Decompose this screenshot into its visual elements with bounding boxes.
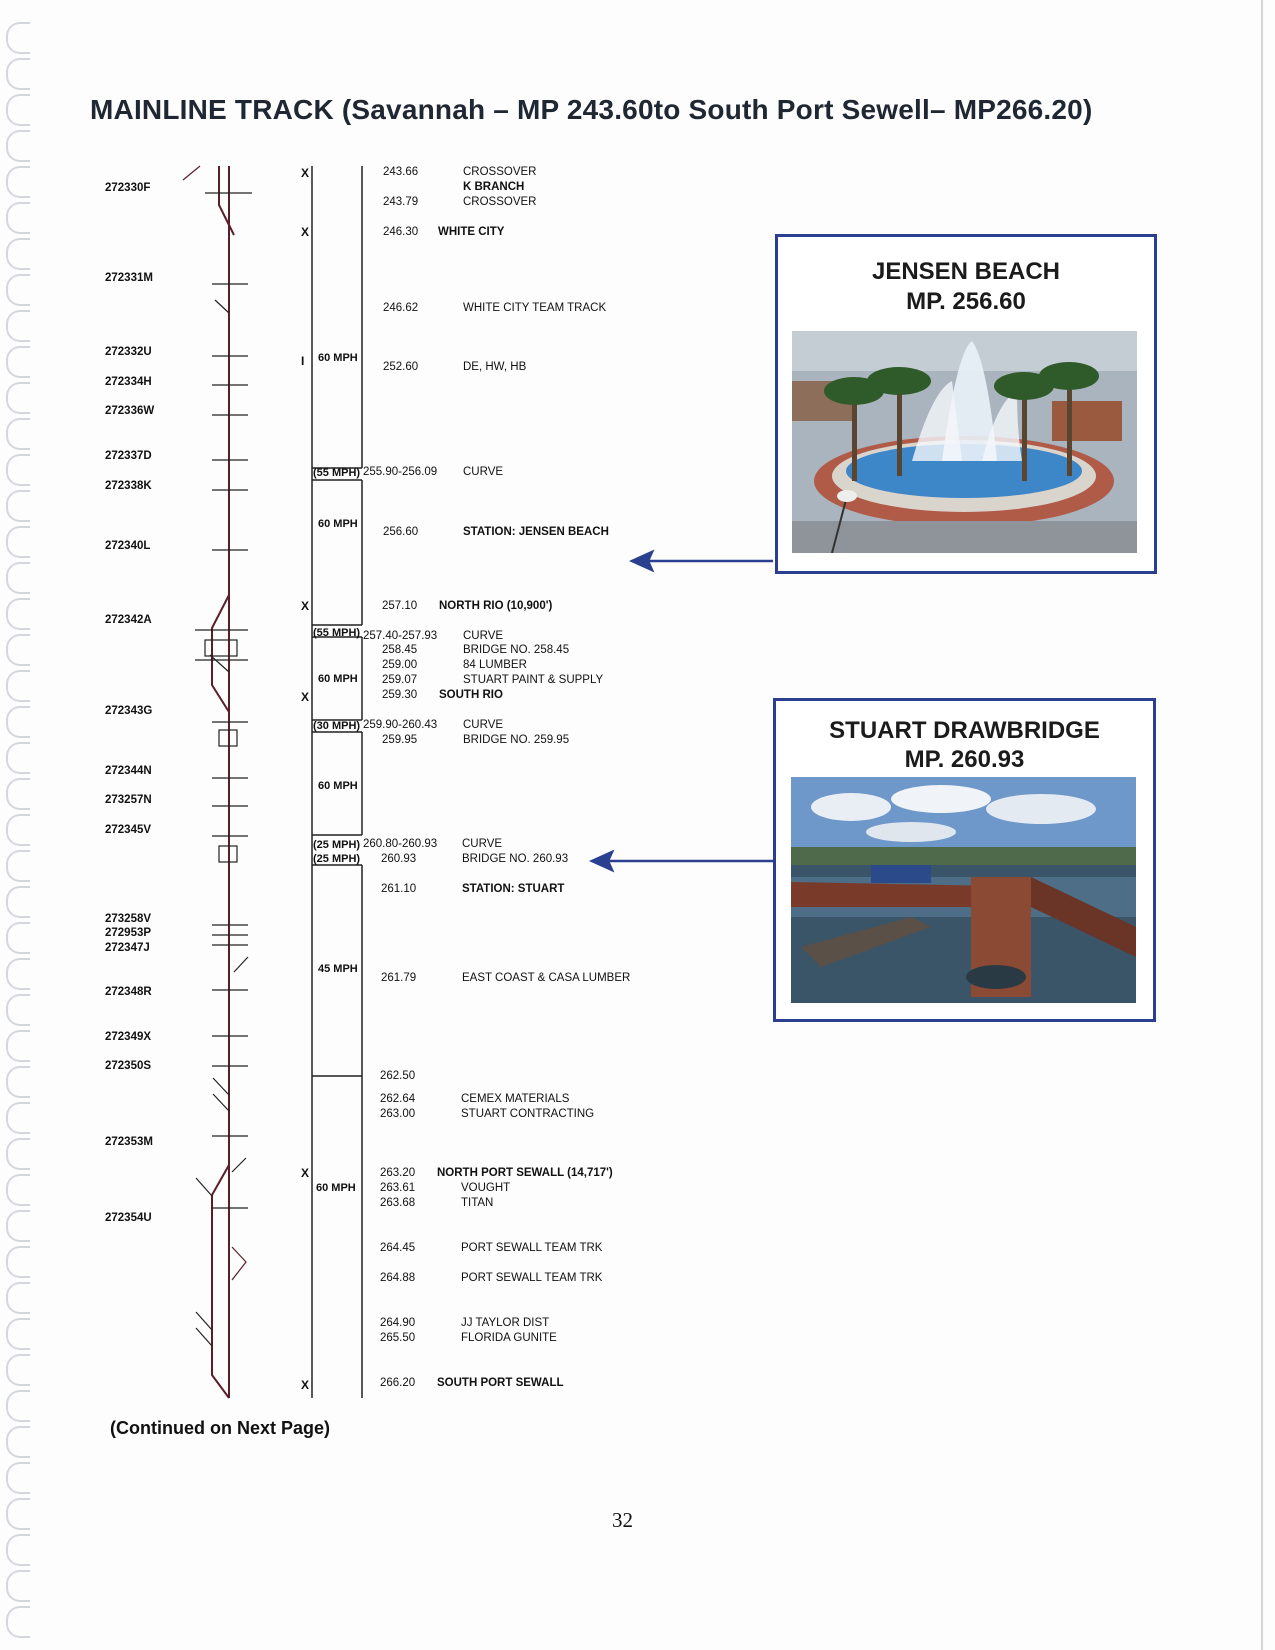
crossing-id: 272330F xyxy=(105,182,151,194)
milepost: 259.30 xyxy=(382,689,418,701)
jensen-beach-mp: MP. 256.60 xyxy=(906,288,1026,315)
control-point-mark: X xyxy=(301,690,310,704)
milepost: 243.66 xyxy=(383,166,419,178)
milepost: 259.07 xyxy=(382,674,418,686)
location-desc: CURVE xyxy=(463,466,504,478)
location-desc: EAST COAST & CASA LUMBER xyxy=(462,972,631,984)
location-desc: DE, HW, HB xyxy=(463,361,527,373)
location-desc: CURVE xyxy=(463,630,504,642)
crossing-id: 273258V xyxy=(105,913,152,925)
crossing-id: 272342A xyxy=(105,614,152,626)
milepost: 246.62 xyxy=(383,302,419,314)
location-desc: TITAN xyxy=(461,1197,494,1209)
location-desc: STATION: STUART xyxy=(462,883,565,895)
stuart-drawbridge-title: STUART DRAWBRIDGE xyxy=(829,717,1100,744)
milepost: 243.79 xyxy=(383,196,419,208)
location-desc: NORTH PORT SEWALL (14,717') xyxy=(437,1167,613,1179)
location-desc: CROSSOVER xyxy=(463,166,537,178)
crossing-id: 272332U xyxy=(105,346,152,358)
location-desc: STUART PAINT & SUPPLY xyxy=(463,674,604,686)
stuart-drawbridge-photo xyxy=(791,777,1136,1003)
location-desc: WHITE CITY TEAM TRACK xyxy=(463,302,607,314)
location-desc: PORT SEWALL TEAM TRK xyxy=(461,1242,603,1254)
control-point-mark: X xyxy=(301,166,310,180)
speed-limit: 60 MPH xyxy=(318,352,358,364)
jensen-beach-title: JENSEN BEACH xyxy=(871,258,1061,285)
crossing-id: 272350S xyxy=(105,1060,152,1072)
crossing-id: 273257N xyxy=(105,794,152,806)
crossing-id: 272331M xyxy=(105,272,153,284)
milepost: 255.90-256.09 xyxy=(363,466,438,478)
continued-note: (Continued on Next Page) xyxy=(110,1418,330,1438)
crossing-id: 272343G xyxy=(105,705,153,717)
crossing-id: 272354U xyxy=(105,1212,152,1224)
milepost: 263.68 xyxy=(380,1197,416,1209)
crossing-id: 272347J xyxy=(105,942,150,954)
milepost: 263.20 xyxy=(380,1167,416,1179)
milepost: 257.40-257.93 xyxy=(363,630,438,642)
crossing-id: 272336W xyxy=(105,405,155,417)
crossing-id: 272337D xyxy=(105,450,152,462)
milepost: 257.10 xyxy=(382,600,418,612)
location-desc: BRIDGE NO. 259.95 xyxy=(463,734,570,746)
milepost: 259.95 xyxy=(382,734,418,746)
milepost: 260.93 xyxy=(381,853,417,865)
milepost: 263.61 xyxy=(380,1182,416,1194)
milepost: 263.00 xyxy=(380,1108,416,1120)
location-desc: VOUGHT xyxy=(461,1182,511,1194)
speed-limit: 60 MPH xyxy=(316,1182,356,1194)
crossing-id: 272348R xyxy=(105,986,152,998)
crossing-id: 272344N xyxy=(105,765,152,777)
milepost: 262.50 xyxy=(380,1070,416,1082)
milepost: 246.30 xyxy=(383,226,419,238)
location-desc: CURVE xyxy=(463,719,504,731)
speed-restriction: (25 MPH) xyxy=(313,839,361,851)
location-desc: CURVE xyxy=(462,838,503,850)
milepost: 252.60 xyxy=(383,361,419,373)
location-desc: JJ TAYLOR DIST xyxy=(461,1317,550,1329)
speed-limit: 60 MPH xyxy=(318,780,358,792)
location-desc: STUART CONTRACTING xyxy=(461,1108,595,1120)
page-title: MAINLINE TRACK (Savannah – MP 243.60to South Port Sewell– MP266.20) xyxy=(90,94,1093,125)
location-desc: FLORIDA GUNITE xyxy=(461,1332,557,1344)
control-point-mark: X xyxy=(301,599,310,613)
location-desc: CEMEX MATERIALS xyxy=(461,1093,570,1105)
milepost: 262.64 xyxy=(380,1093,416,1105)
milepost: 260.80-260.93 xyxy=(363,838,438,850)
crossing-id: 272340L xyxy=(105,540,151,552)
page-number: 32 xyxy=(612,1508,633,1532)
crossing-id: 272338K xyxy=(105,480,152,492)
milepost: 265.50 xyxy=(380,1332,416,1344)
milepost: 261.10 xyxy=(381,883,417,895)
crossing-id: 272345V xyxy=(105,824,152,836)
control-point-mark: X xyxy=(301,1378,310,1392)
location-desc: CROSSOVER xyxy=(463,196,537,208)
milepost: 266.20 xyxy=(380,1377,416,1389)
control-point-mark: X xyxy=(301,225,310,239)
jensen-beach-photo xyxy=(792,331,1137,553)
milepost: 256.60 xyxy=(383,526,419,538)
milepost: 264.88 xyxy=(380,1272,416,1284)
speed-limit: 60 MPH xyxy=(318,518,358,530)
milepost: 264.90 xyxy=(380,1317,416,1329)
milepost: 259.90-260.43 xyxy=(363,719,438,731)
speed-limit: 45 MPH xyxy=(318,963,358,975)
speed-restriction: (25 MPH) xyxy=(313,853,361,865)
location-desc: WHITE CITY xyxy=(438,226,505,238)
speed-restriction: (55 MPH) xyxy=(313,627,361,639)
jensen-beach-card xyxy=(775,234,1157,574)
milepost: 258.45 xyxy=(382,644,418,656)
control-point-mark: X xyxy=(301,1166,310,1180)
location-desc: BRIDGE NO. 258.45 xyxy=(463,644,570,656)
location-desc: STATION: JENSEN BEACH xyxy=(463,526,609,538)
milepost: 264.45 xyxy=(380,1242,416,1254)
crossing-id: 272334H xyxy=(105,376,152,388)
location-desc: PORT SEWALL TEAM TRK xyxy=(461,1272,603,1284)
crossing-id: 272353M xyxy=(105,1136,153,1148)
location-desc: BRIDGE NO. 260.93 xyxy=(462,853,569,865)
milepost: 261.79 xyxy=(381,972,417,984)
location-desc: K BRANCH xyxy=(463,181,525,193)
speed-limit: 60 MPH xyxy=(318,673,358,685)
location-desc: NORTH RIO (10,900') xyxy=(439,600,553,612)
stuart-drawbridge-mp: MP. 260.93 xyxy=(904,746,1025,773)
speed-restriction: (55 MPH) xyxy=(313,467,361,479)
location-desc: 84 LUMBER xyxy=(463,659,527,671)
location-desc: SOUTH PORT SEWALL xyxy=(437,1377,564,1389)
location-desc: SOUTH RIO xyxy=(439,689,503,701)
crossing-id: 272953P xyxy=(105,927,152,939)
control-point-mark: I xyxy=(301,354,305,368)
speed-restriction: (30 MPH) xyxy=(313,720,361,732)
crossing-id: 272349X xyxy=(105,1031,152,1043)
stuart-drawbridge-card xyxy=(773,698,1156,1022)
milepost: 259.00 xyxy=(382,659,418,671)
